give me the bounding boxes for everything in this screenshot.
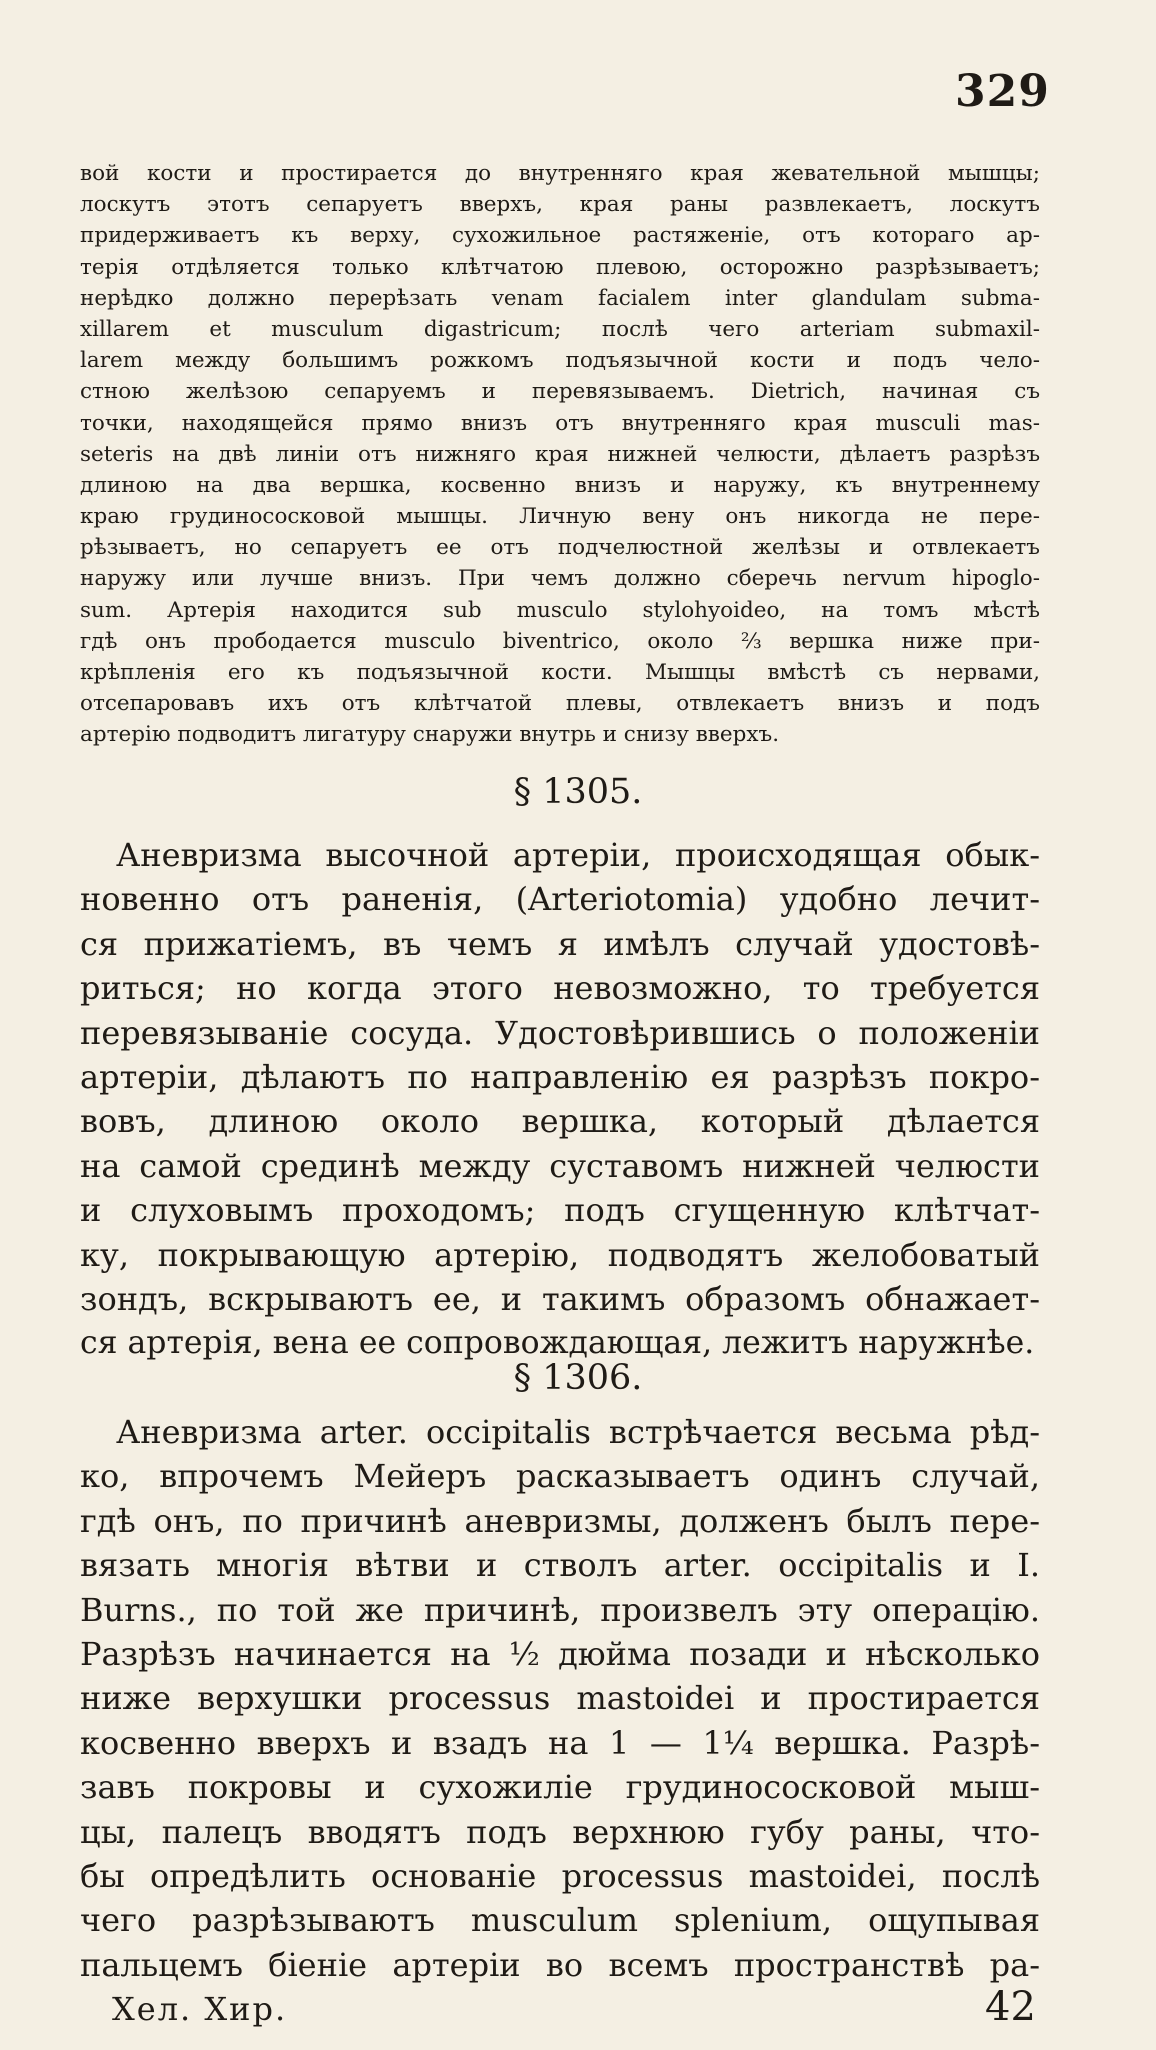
text-line: гдѣ онъ, по причинѣ аневризмы, долженъ былъ пере-	[80, 1501, 1040, 1540]
text-line: ниже верхушки processus mastoidei и простирается	[80, 1679, 1040, 1718]
text-line: артеріи, дѣлаютъ по направленію ея разрѣзъ покро-	[80, 1057, 1040, 1096]
text-line: Аневризма высочной артеріи, происходящая обык-	[116, 836, 1040, 874]
text-line: вязать многія вѣтви и стволъ arter. occipitalis и I.	[80, 1546, 1040, 1585]
page-number: 329	[955, 66, 1050, 117]
text-line: larem между большимъ рожкомъ подъязычной кости и подъ чело-	[80, 348, 1040, 374]
text-line: на самой срединѣ между суставомъ нижней челюсти	[80, 1146, 1040, 1185]
text-line: ся артерія, вена ее сопровождающая, лежитъ наружнѣе.	[80, 1325, 1035, 1362]
text-line: точки, находящейся прямо внизъ отъ внутренняго края musculi mas-	[80, 410, 1040, 436]
text-line: перевязываніе сосуда. Удостовѣрившись о положеніи	[80, 1013, 1040, 1052]
text-line: цы, палецъ вводятъ подъ верхнюю губу раны, что-	[80, 1812, 1040, 1851]
text-line: гдѣ онъ прободается musculo biventrico, около ⅔ вершка ниже при-	[80, 628, 1040, 654]
text-line: рѣзываетъ, но сепаруетъ ее отъ подчелюстной желѣзы и отвлекаетъ	[80, 535, 1040, 561]
text-line: ко, впрочемъ Мейеръ расказываетъ одинъ случай,	[80, 1457, 1040, 1496]
text-line: зондъ, вскрываютъ ее, и такимъ образомъ обнажает-	[80, 1279, 1040, 1318]
text-line: терія отдѣляется только клѣтчатою плевою, осторожно разрѣзываетъ;	[80, 254, 1040, 280]
text-line: вовъ, длиною около вершка, который дѣлается	[80, 1102, 1040, 1141]
text-line: риться; но когда этого невозможно, то требуется	[80, 969, 1040, 1008]
text-line: Разрѣзъ начинается на ½ дюйма позади и нѣсколько	[80, 1634, 1040, 1673]
section-1305-body	[80, 833, 1040, 1366]
section-heading-1306: § 1306.	[513, 1358, 643, 1398]
text-line: нерѣдко должно перерѣзать venam facialem inter glandulam subma-	[80, 285, 1040, 311]
text-line: косвенно вверхъ и взадъ на 1 — 1¼ вершка. Разрѣ-	[80, 1723, 1040, 1762]
sheet-number: 42	[985, 1984, 1036, 2030]
text-line: Аневризма arter. occipitalis встрѣчается весьма рѣд-	[116, 1413, 1040, 1451]
text-line: и слуховымъ проходомъ; подъ сгущенную клѣтчат-	[80, 1191, 1040, 1230]
paragraph-1304-continuation	[80, 158, 1040, 751]
text-line: наружу или лучше внизъ. При чемъ должно сберечь nervum hipoglo-	[80, 566, 1040, 592]
text-line: вой кости и простирается до внутренняго края жевательной мышцы;	[80, 161, 1040, 186]
text-line: придерживаетъ къ верху, сухожильное растяженіе, отъ котораго ар-	[80, 223, 1040, 249]
text-line: артерію подводитъ лигатуру снаружи внутрь и снизу вверхъ.	[80, 722, 780, 748]
text-line: бы опредѣлить основаніе processus mastoidei, послѣ	[80, 1856, 1040, 1895]
text-line: чего разрѣзываютъ musculum splenium, ощупывая	[80, 1901, 1040, 1940]
text-line: seteris на двѣ линіи отъ нижняго края нижней челюсти, дѣлаетъ разрѣзъ	[80, 441, 1040, 467]
text-line: отсепаровавъ ихъ отъ клѣтчатой плевы, отвлекаетъ внизъ и подъ	[80, 691, 1040, 717]
text-line: краю грудинососковой мышцы. Личную вену онъ никогда не пере-	[80, 504, 1040, 530]
text-line: xillarem et musculum digastricum; послѣ чего arteriam submaxil-	[80, 316, 1040, 342]
signature-mark: Хел. Хир.	[112, 1990, 288, 2028]
text-line: пальцемъ біеніе артеріи во всемъ пространствѣ ра-	[80, 1945, 1040, 1984]
text-line: ся прижатіемъ, въ чемъ я имѣлъ случай удостовѣ-	[80, 924, 1040, 963]
page-footer	[0, 1984, 1156, 2040]
text-line: sum. Артерія находится sub musculo stylohyoideo, на томъ мѣстѣ	[80, 597, 1040, 623]
text-line: лоскутъ этотъ сепаруетъ вверхъ, края раны развлекаетъ, лоскутъ	[80, 192, 1040, 218]
text-line: стною желѣзою сепаруемъ и перевязываемъ. Dietrich, начиная съ	[80, 379, 1040, 405]
text-line: длиною на два вершка, косвенно внизъ и наружу, къ внутреннему	[80, 472, 1040, 498]
section-1306-body	[80, 1410, 1040, 1987]
section-heading-1305: § 1305.	[513, 772, 643, 812]
text-line: ку, покрывающую артерію, подводятъ желобоватый	[80, 1235, 1040, 1274]
text-line: новенно отъ раненія, (Arteriotomia) удобно лечит-	[80, 880, 1040, 919]
text-line: завъ покровы и сухожиліе грудинососковой мыш-	[80, 1768, 1040, 1807]
text-line: крѣпленія его къ подъязычной кости. Мышцы вмѣстѣ съ нервами,	[80, 660, 1040, 685]
text-line: Burns., по той же причинѣ, произвелъ эту операцію.	[80, 1590, 1040, 1629]
